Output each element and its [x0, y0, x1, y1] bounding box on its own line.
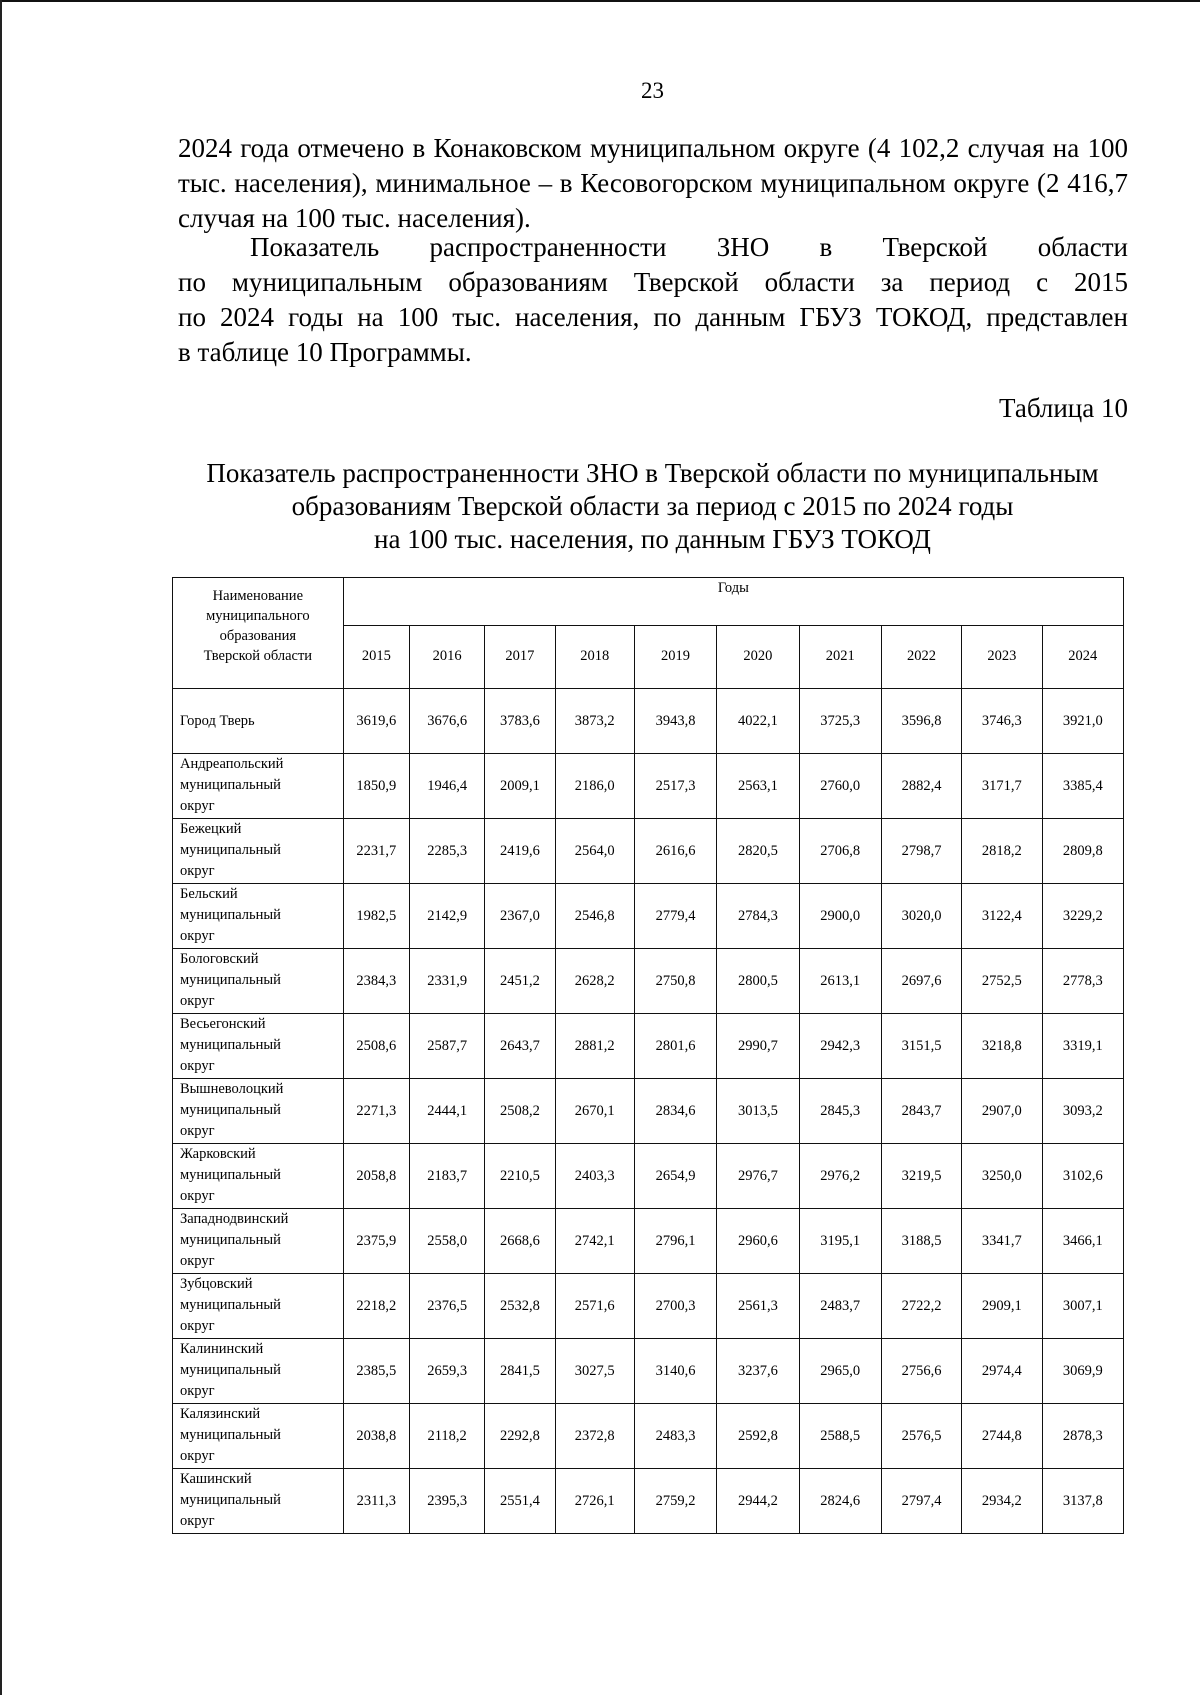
value-cell: 2628,2	[555, 949, 634, 1014]
header-year: 2023	[962, 625, 1042, 688]
value-cell: 2483,3	[634, 1404, 716, 1469]
municipality-name-line: муниципальный	[180, 1427, 281, 1443]
header-year: 2015	[343, 625, 409, 688]
value-cell: 2845,3	[799, 1079, 881, 1144]
table-label: Таблица 10	[999, 393, 1128, 423]
value-cell: 2834,6	[634, 1079, 716, 1144]
municipality-name-line: муниципальный	[180, 1362, 281, 1378]
value-cell: 2750,8	[634, 949, 716, 1014]
value-cell: 3250,0	[962, 1144, 1042, 1209]
value-cell: 3237,6	[717, 1339, 799, 1404]
value-cell: 3783,6	[485, 689, 555, 754]
value-cell: 2797,4	[881, 1469, 961, 1534]
table-row	[173, 884, 1124, 949]
value-cell: 3122,4	[962, 884, 1042, 949]
header-year: 2018	[555, 625, 634, 688]
value-cell: 3725,3	[799, 689, 881, 754]
value-cell: 2563,1	[717, 754, 799, 819]
value-cell: 2558,0	[409, 1209, 484, 1274]
value-cell: 2372,8	[555, 1404, 634, 1469]
header-year: 2024	[1042, 625, 1123, 688]
municipality-name-line: Зубцовский	[180, 1276, 253, 1292]
table-row	[173, 949, 1124, 1014]
value-cell: 3137,8	[1042, 1469, 1123, 1534]
municipality-name-cell	[173, 1079, 344, 1144]
value-cell: 2508,6	[343, 1014, 409, 1079]
municipality-name-line: округ	[180, 1188, 215, 1204]
value-cell: 2038,8	[343, 1404, 409, 1469]
value-cell: 2451,2	[485, 949, 555, 1014]
municipality-name-line: округ	[180, 993, 215, 1009]
page-top-border	[0, 0, 1200, 2]
table-row	[173, 1274, 1124, 1339]
value-cell: 2385,5	[343, 1339, 409, 1404]
value-cell: 1946,4	[409, 754, 484, 819]
intro-paragraph: 2024 года отмечено в Конаковском муниципальном округе (4 102,2 случая на 100 тыс. населения), минимальное – в Кесовогорском муниципальном округе (2 416,7 случая на 100 тыс. населения).	[178, 133, 1128, 233]
value-cell: 2809,8	[1042, 819, 1123, 884]
municipality-name-line: Калязинский	[180, 1406, 261, 1422]
value-cell: 2483,7	[799, 1274, 881, 1339]
header-name-line: Тверской области	[203, 648, 313, 664]
value-cell: 2375,9	[343, 1209, 409, 1274]
value-cell: 3013,5	[717, 1079, 799, 1144]
municipality-name-line: Андреапольский	[180, 756, 284, 772]
value-cell: 2331,9	[409, 949, 484, 1014]
municipality-name-line: округ	[180, 928, 215, 944]
header-year: 2022	[881, 625, 961, 688]
value-cell: 2974,4	[962, 1339, 1042, 1404]
header-year: 2021	[799, 625, 881, 688]
header-year: 2017	[485, 625, 555, 688]
municipality-name-cell	[173, 949, 344, 1014]
municipality-name-line: округ	[180, 1253, 215, 1269]
municipality-name-line: муниципальный	[180, 1232, 281, 1248]
table-row	[173, 1339, 1124, 1404]
table-title-line: Показатель распространенности ЗНО в Тверской области по муниципальным	[206, 458, 1099, 488]
municipality-name-cell	[173, 754, 344, 819]
value-cell: 3746,3	[962, 689, 1042, 754]
value-cell: 2517,3	[634, 754, 716, 819]
municipality-name-line: округ	[180, 863, 215, 879]
municipality-name-line: округ	[180, 1318, 215, 1334]
header-name-line: Наименование	[212, 588, 304, 604]
value-cell: 2752,5	[962, 949, 1042, 1014]
value-cell: 3596,8	[881, 689, 961, 754]
value-cell: 2118,2	[409, 1404, 484, 1469]
municipality-name-cell	[173, 1469, 344, 1534]
value-cell: 2726,1	[555, 1469, 634, 1534]
value-cell: 2944,2	[717, 1469, 799, 1534]
value-cell: 3069,9	[1042, 1339, 1123, 1404]
value-cell: 3676,6	[409, 689, 484, 754]
value-cell: 2311,3	[343, 1469, 409, 1534]
value-cell: 2508,2	[485, 1079, 555, 1144]
value-cell: 2779,4	[634, 884, 716, 949]
value-cell: 2643,7	[485, 1014, 555, 1079]
value-cell: 2668,6	[485, 1209, 555, 1274]
municipality-name-cell	[173, 1014, 344, 1079]
table-row	[173, 1014, 1124, 1079]
municipality-name-line: муниципальный	[180, 1297, 281, 1313]
value-cell: 2571,6	[555, 1274, 634, 1339]
value-cell: 2907,0	[962, 1079, 1042, 1144]
municipality-name-line: округ	[180, 1058, 215, 1074]
value-cell: 4022,1	[717, 689, 799, 754]
value-cell: 3007,1	[1042, 1274, 1123, 1339]
paragraph-line: Показатель распространенности ЗНО в Тверской области	[250, 232, 1128, 262]
value-cell: 2909,1	[962, 1274, 1042, 1339]
value-cell: 2744,8	[962, 1404, 1042, 1469]
paragraph-line: в таблице 10 Программы.	[178, 337, 472, 367]
value-cell: 2058,8	[343, 1144, 409, 1209]
municipality-name-line: муниципальный	[180, 1102, 281, 1118]
paragraph-line: по 2024 годы на 100 тыс. населения, по данным ГБУЗ ТОКОД, представлен	[178, 302, 1128, 332]
table-row	[173, 819, 1124, 884]
value-cell: 2218,2	[343, 1274, 409, 1339]
value-cell: 3385,4	[1042, 754, 1123, 819]
value-cell: 2843,7	[881, 1079, 961, 1144]
municipality-name-line: округ	[180, 1448, 215, 1464]
value-cell: 3151,5	[881, 1014, 961, 1079]
table-row	[173, 1144, 1124, 1209]
value-cell: 2419,6	[485, 819, 555, 884]
municipality-name-line: Город Тверь	[180, 712, 255, 729]
value-cell: 2841,5	[485, 1339, 555, 1404]
value-cell: 2183,7	[409, 1144, 484, 1209]
value-cell: 2231,7	[343, 819, 409, 884]
municipality-name-line: муниципальный	[180, 907, 281, 923]
prevalence-table	[172, 577, 1124, 1534]
value-cell: 2403,3	[555, 1144, 634, 1209]
value-cell: 3027,5	[555, 1339, 634, 1404]
value-cell: 2965,0	[799, 1339, 881, 1404]
value-cell: 2801,6	[634, 1014, 716, 1079]
value-cell: 2960,6	[717, 1209, 799, 1274]
value-cell: 2881,2	[555, 1014, 634, 1079]
value-cell: 2659,3	[409, 1339, 484, 1404]
value-cell: 2976,2	[799, 1144, 881, 1209]
value-cell: 2186,0	[555, 754, 634, 819]
table-title	[170, 457, 1135, 556]
table-row	[173, 754, 1124, 819]
municipality-name-line: Бологовский	[180, 951, 259, 967]
municipality-name-line: Жарковский	[180, 1146, 256, 1162]
value-cell: 2564,0	[555, 819, 634, 884]
header-year: 2019	[634, 625, 716, 688]
municipality-name-line: муниципальный	[180, 842, 281, 858]
municipality-name-line: Бельский	[180, 886, 238, 902]
value-cell: 3093,2	[1042, 1079, 1123, 1144]
paragraph-line: по муниципальным образованиям Тверской области за период с 2015	[178, 267, 1128, 297]
value-cell: 2613,1	[799, 949, 881, 1014]
value-cell: 3188,5	[881, 1209, 961, 1274]
table-row	[173, 1469, 1124, 1534]
value-cell: 2784,3	[717, 884, 799, 949]
value-cell: 3020,0	[881, 884, 961, 949]
value-cell: 2210,5	[485, 1144, 555, 1209]
header-year: 2020	[717, 625, 799, 688]
header-years: Годы	[343, 578, 1123, 626]
value-cell: 2778,3	[1042, 949, 1123, 1014]
table-row	[173, 1404, 1124, 1469]
municipality-name-line: Западнодвинский	[180, 1211, 289, 1227]
table-row	[173, 689, 1124, 754]
municipality-name-line: Бежецкий	[180, 821, 242, 837]
municipality-name-line: Вышневолоцкий	[180, 1081, 284, 1097]
value-cell: 2760,0	[799, 754, 881, 819]
value-cell: 2756,6	[881, 1339, 961, 1404]
value-cell: 2798,7	[881, 819, 961, 884]
value-cell: 2588,5	[799, 1404, 881, 1469]
header-name-column	[173, 578, 344, 689]
value-cell: 2670,1	[555, 1079, 634, 1144]
value-cell: 3195,1	[799, 1209, 881, 1274]
page-number: 23	[641, 78, 664, 103]
value-cell: 2551,4	[485, 1469, 555, 1534]
value-cell: 2976,7	[717, 1144, 799, 1209]
value-cell: 2654,9	[634, 1144, 716, 1209]
value-cell: 2532,8	[485, 1274, 555, 1339]
municipality-name-line: Калининский	[180, 1341, 264, 1357]
value-cell: 3171,7	[962, 754, 1042, 819]
municipality-name-cell	[173, 1339, 344, 1404]
value-cell: 2759,2	[634, 1469, 716, 1534]
value-cell: 2576,5	[881, 1404, 961, 1469]
value-cell: 1982,5	[343, 884, 409, 949]
municipality-name-line: округ	[180, 798, 215, 814]
value-cell: 3341,7	[962, 1209, 1042, 1274]
value-cell: 2367,0	[485, 884, 555, 949]
value-cell: 2824,6	[799, 1469, 881, 1534]
value-cell: 3218,8	[962, 1014, 1042, 1079]
value-cell: 2722,2	[881, 1274, 961, 1339]
municipality-name-line: округ	[180, 1513, 215, 1529]
table-row	[173, 1079, 1124, 1144]
municipality-name-line: Весьегонский	[180, 1016, 266, 1032]
municipality-name-cell	[173, 1404, 344, 1469]
value-cell: 3943,8	[634, 689, 716, 754]
value-cell: 2882,4	[881, 754, 961, 819]
value-cell: 2900,0	[799, 884, 881, 949]
value-cell: 2800,5	[717, 949, 799, 1014]
value-cell: 3921,0	[1042, 689, 1123, 754]
table-row	[173, 1209, 1124, 1274]
value-cell: 2142,9	[409, 884, 484, 949]
municipality-name-line: муниципальный	[180, 777, 281, 793]
value-cell: 3319,1	[1042, 1014, 1123, 1079]
header-name-line: муниципального	[206, 608, 310, 624]
value-cell: 2561,3	[717, 1274, 799, 1339]
value-cell: 3229,2	[1042, 884, 1123, 949]
value-cell: 2820,5	[717, 819, 799, 884]
table-title-line: образованиям Тверской области за период с 2015 по 2024 годы	[291, 491, 1014, 521]
municipality-name-cell	[173, 884, 344, 949]
value-cell: 2285,3	[409, 819, 484, 884]
value-cell: 2818,2	[962, 819, 1042, 884]
municipality-name-line: муниципальный	[180, 1037, 281, 1053]
value-cell: 1850,9	[343, 754, 409, 819]
value-cell: 2700,3	[634, 1274, 716, 1339]
value-cell: 2444,1	[409, 1079, 484, 1144]
municipality-name-line: муниципальный	[180, 972, 281, 988]
value-cell: 3873,2	[555, 689, 634, 754]
value-cell: 2878,3	[1042, 1404, 1123, 1469]
value-cell: 2796,1	[634, 1209, 716, 1274]
value-cell: 3619,6	[343, 689, 409, 754]
value-cell: 2742,1	[555, 1209, 634, 1274]
municipality-name-line: Кашинский	[180, 1471, 252, 1487]
value-cell: 2592,8	[717, 1404, 799, 1469]
table-reference-paragraph	[178, 230, 1128, 370]
value-cell: 3219,5	[881, 1144, 961, 1209]
value-cell: 2934,2	[962, 1469, 1042, 1534]
value-cell: 2395,3	[409, 1469, 484, 1534]
value-cell: 2376,5	[409, 1274, 484, 1339]
header-year: 2016	[409, 625, 484, 688]
municipality-name-cell	[173, 1209, 344, 1274]
municipality-name-cell	[173, 1274, 344, 1339]
value-cell: 2697,6	[881, 949, 961, 1014]
value-cell: 2546,8	[555, 884, 634, 949]
value-cell: 3102,6	[1042, 1144, 1123, 1209]
municipality-name-line: муниципальный	[180, 1167, 281, 1183]
municipality-name-line: округ	[180, 1123, 215, 1139]
municipality-name-cell	[173, 1144, 344, 1209]
municipality-name-cell	[173, 689, 344, 754]
value-cell: 2271,3	[343, 1079, 409, 1144]
value-cell: 2587,7	[409, 1014, 484, 1079]
page-left-border	[0, 0, 2, 1695]
value-cell: 2990,7	[717, 1014, 799, 1079]
header-name-line: образования	[219, 628, 297, 644]
municipality-name-line: муниципальный	[180, 1492, 281, 1508]
value-cell: 3140,6	[634, 1339, 716, 1404]
value-cell: 2942,3	[799, 1014, 881, 1079]
value-cell: 2292,8	[485, 1404, 555, 1469]
value-cell: 2384,3	[343, 949, 409, 1014]
value-cell: 2616,6	[634, 819, 716, 884]
value-cell: 2706,8	[799, 819, 881, 884]
municipality-name-cell	[173, 819, 344, 884]
municipality-name-line: округ	[180, 1383, 215, 1399]
table-title-line: на 100 тыс. населения, по данным ГБУЗ ТОКОД	[374, 524, 931, 554]
value-cell: 2009,1	[485, 754, 555, 819]
value-cell: 3466,1	[1042, 1209, 1123, 1274]
